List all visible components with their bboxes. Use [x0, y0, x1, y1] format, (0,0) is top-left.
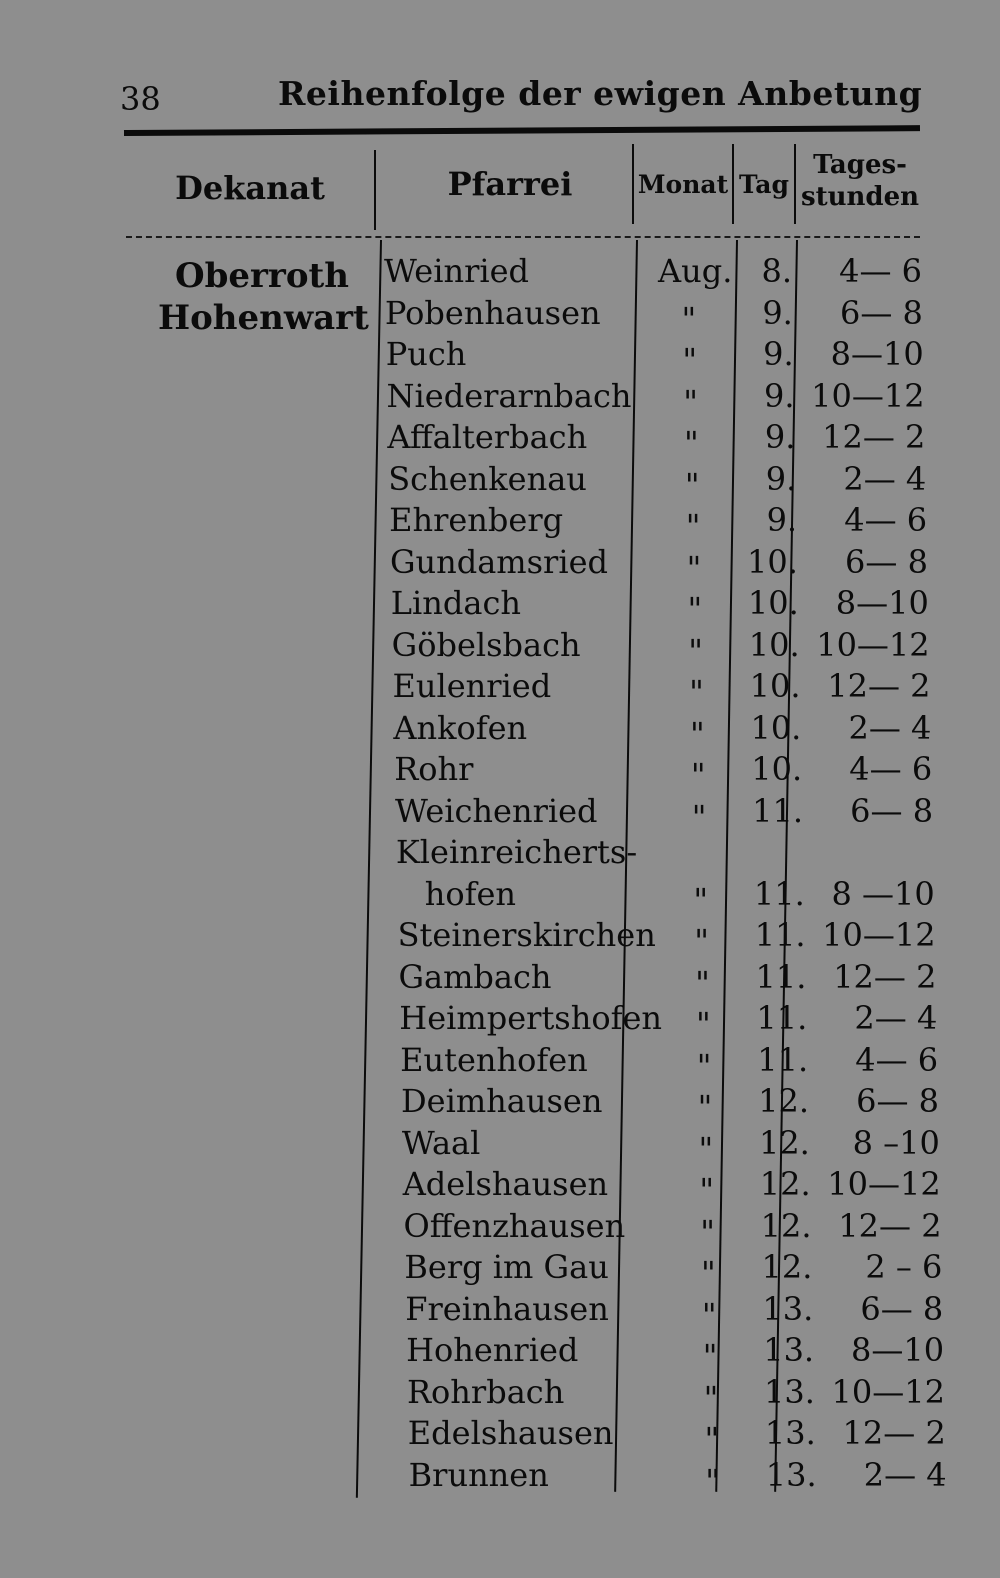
tagesstunden-cell: 6— 8 [856, 1082, 939, 1120]
monat-cell: Aug. [658, 252, 733, 290]
tagesstunden-cell: 6— 8 [860, 1289, 944, 1328]
pfarrei-cell: Ehrenberg [389, 501, 564, 539]
tag-cell: 12. [760, 1206, 812, 1245]
tag-cell: 11. [756, 999, 808, 1037]
table-row [0, 1289, 1000, 1334]
tagesstunden-cell: 10—12 [811, 376, 925, 415]
tagesstunden-cell: 10—12 [822, 916, 936, 954]
pfarrei-cell: Gundamsried [389, 542, 608, 581]
column-header-pfarrei: Pfarrei [447, 165, 573, 203]
tag-cell: 9. [764, 376, 795, 415]
tagesstunden-cell: 4— 6 [844, 501, 928, 539]
pfarrei-cell: Waal [401, 1123, 481, 1162]
monat-cell: " [691, 797, 707, 836]
running-head: Reihenfolge der ewigen Anbetung [278, 74, 923, 113]
monat-cell: " [702, 1337, 718, 1375]
tag-cell: 11. [755, 957, 807, 996]
monat-cell: " [681, 299, 697, 338]
column-header-tagesstunden-line2: stunden [800, 182, 920, 212]
monat-cell: " [701, 1295, 717, 1334]
monat-cell: " [701, 1254, 716, 1292]
table-row [0, 1248, 1000, 1292]
pfarrei-cell: Deimhausen [401, 1082, 603, 1120]
column-header-monat: Monat [637, 170, 729, 199]
table-row [0, 542, 1000, 587]
column-divider [732, 144, 734, 224]
pfarrei-cell: Lindach [390, 584, 521, 622]
pfarrei-cell: Freinhausen [405, 1289, 609, 1328]
tagesstunden-cell: 6— 8 [850, 791, 934, 830]
monat-cell: " [686, 548, 702, 587]
tag-cell: 11. [754, 916, 806, 954]
table-row [0, 625, 1000, 670]
column-header-dekanat: Dekanat [175, 169, 325, 207]
table-row [0, 667, 1000, 711]
monat-cell: " [694, 922, 709, 960]
tagesstunden-cell: 12— 2 [822, 418, 926, 456]
monat-cell: " [697, 1088, 713, 1126]
column-divider [374, 150, 376, 230]
column-divider [794, 144, 796, 224]
pfarrei-cell: Rohrbach [406, 1372, 565, 1411]
monat-cell: " [688, 631, 703, 670]
table-row [0, 1372, 1000, 1417]
pfarrei-cell: Offenzhausen [403, 1206, 626, 1245]
pfarrei-cell: Schenkenau [388, 459, 587, 498]
pfarrei-cell: Niederarnbach [386, 376, 632, 415]
tag-cell: 10. [750, 708, 802, 747]
table-row [0, 501, 1000, 545]
column-divider [632, 144, 634, 224]
tag-cell: 13. [763, 1331, 815, 1369]
monat-cell: " [689, 673, 704, 711]
pfarrei-cell: Weinried [384, 252, 530, 290]
table-row [0, 376, 1000, 421]
tag-cell: 10. [748, 625, 800, 664]
monat-cell: " [698, 1129, 714, 1168]
monat-cell: " [687, 590, 703, 628]
monat-cell: " [684, 465, 700, 504]
column-header-tag: Tag [739, 170, 789, 199]
tag-cell: 9. [765, 459, 797, 498]
monat-cell: " [704, 1420, 720, 1458]
table-row [0, 1165, 1000, 1209]
monat-cell: " [696, 1046, 712, 1085]
table-row [0, 874, 1000, 919]
table-row [0, 335, 1000, 379]
tag-cell: 11. [752, 791, 804, 830]
table-row [0, 293, 1000, 338]
table-row [0, 418, 1000, 462]
monat-cell: " [682, 341, 698, 379]
pfarrei-cell: Edelshausen [407, 1414, 614, 1452]
pfarrei-cell: Rohr [394, 750, 474, 788]
tag-cell: 12. [758, 1082, 809, 1120]
tag-cell: 9. [762, 293, 793, 332]
table-row [0, 999, 1000, 1043]
tagesstunden-cell: 12— 2 [827, 667, 931, 705]
monat-cell: " [683, 382, 698, 421]
tagesstunden-cell: 8—10 [830, 335, 924, 373]
tagesstunden-cell: 12— 2 [838, 1206, 942, 1245]
monat-cell: " [693, 880, 709, 919]
page-number: 38 [120, 80, 161, 118]
tag-cell: 10. [751, 750, 803, 788]
tagesstunden-cell: 12— 2 [842, 1414, 946, 1452]
table-row [0, 1040, 1000, 1085]
tagesstunden-cell: 8—10 [851, 1331, 945, 1369]
tag-cell: 10. [749, 667, 801, 705]
table-row [0, 1123, 1000, 1168]
table-row [0, 584, 1000, 628]
pfarrei-cell: Steinerskirchen [397, 916, 656, 954]
tagesstunden-cell: 6— 8 [839, 293, 923, 332]
table-row [0, 791, 1000, 836]
tagesstunden-cell: 10—12 [831, 1372, 945, 1411]
table-row [0, 1414, 1000, 1458]
tag-cell: 13. [764, 1372, 815, 1411]
table-row [0, 459, 1000, 504]
monat-cell: " [684, 424, 699, 462]
tagesstunden-cell: 4— 6 [849, 750, 933, 788]
tag-cell: 13. [762, 1289, 814, 1328]
table-row [0, 708, 1000, 753]
tagesstunden-cell: 10—12 [827, 1165, 941, 1203]
tagesstunden-cell: 6— 8 [845, 542, 928, 581]
pfarrei-cell: Göbelsbach [391, 625, 581, 664]
tagesstunden-cell: 2— 4 [854, 999, 938, 1037]
pfarrei-cell: Heimpertshofen [399, 999, 662, 1037]
pfarrei-cell: Gambach [398, 957, 552, 996]
tagesstunden-cell: 12— 2 [833, 957, 937, 996]
monat-cell: " [700, 1212, 715, 1251]
tagesstunden-cell: 8 –10 [852, 1123, 940, 1162]
pfarrei-cell: Brunnen [408, 1455, 549, 1494]
table-row [0, 833, 1000, 873]
column-header-tagesstunden-line1: Tages- [813, 150, 907, 180]
tag-cell: 9. [764, 418, 796, 456]
pfarrei-cell: Hohenried [406, 1331, 579, 1369]
tagesstunden-cell: 10—12 [816, 625, 930, 664]
tagesstunden-cell: 2 – 6 [865, 1248, 943, 1286]
header-rule [126, 236, 920, 238]
tag-cell: 13. [764, 1414, 816, 1452]
pfarrei-cell: Adelshausen [402, 1165, 609, 1203]
tagesstunden-cell: 2— 4 [843, 459, 927, 498]
tag-cell: 9. [766, 501, 798, 539]
table-row [0, 750, 1000, 794]
pfarrei-cell: Eulenried [392, 667, 552, 705]
pfarrei-cell: Eutenhofen [400, 1040, 588, 1079]
tag-cell: 9. [763, 335, 794, 373]
tag-cell: 12. [759, 1165, 811, 1203]
table-row [0, 252, 1000, 292]
tag-cell: 10. [747, 542, 798, 581]
table-row [0, 1206, 1000, 1251]
monat-cell: " [703, 1378, 719, 1417]
monat-cell: " [705, 1461, 720, 1500]
monat-cell: " [699, 1171, 715, 1209]
dekanat-name: Hohenwart [158, 298, 369, 338]
tag-cell: 11. [753, 874, 805, 913]
monat-cell: " [685, 507, 701, 545]
tag-cell: 8. [761, 252, 792, 290]
tagesstunden-cell: 8—10 [835, 584, 929, 622]
table-row [0, 1455, 1000, 1500]
tag-cell: 12. [758, 1123, 810, 1162]
monat-cell: " [695, 963, 710, 1002]
table-row [0, 1331, 1000, 1375]
monat-cell: " [689, 714, 705, 753]
top-rule [124, 125, 920, 136]
tagesstunden-cell: 4— 6 [855, 1040, 939, 1079]
table-row [0, 916, 1000, 960]
tag-cell: 12. [761, 1248, 813, 1286]
pfarrei-cell: Pobenhausen [384, 293, 601, 332]
table-row [0, 957, 1000, 1002]
tag-cell: 11. [757, 1040, 809, 1079]
pfarrei-cell: Berg im Gau [404, 1248, 609, 1286]
dekanat-name: Oberroth [175, 256, 349, 296]
pfarrei-cell: Weichenried [395, 791, 598, 830]
tag-cell: 13. [765, 1455, 817, 1494]
tagesstunden-cell: 8 —10 [831, 874, 935, 913]
pfarrei-cell: Ankofen [393, 708, 528, 747]
table-row [0, 1082, 1000, 1126]
tagesstunden-cell: 2— 4 [863, 1455, 947, 1494]
tagesstunden-cell: 4— 6 [839, 252, 922, 290]
pfarrei-cell: Kleinreicherts- [395, 833, 638, 871]
monat-cell: " [695, 1005, 711, 1043]
tag-cell: 10. [747, 584, 799, 622]
monat-cell: " [690, 756, 706, 794]
pfarrei-cell: Affalterbach [387, 418, 588, 456]
pfarrei-cell: hofen [424, 874, 517, 913]
tagesstunden-cell: 2— 4 [848, 708, 932, 747]
pfarrei-cell: Puch [385, 335, 467, 373]
